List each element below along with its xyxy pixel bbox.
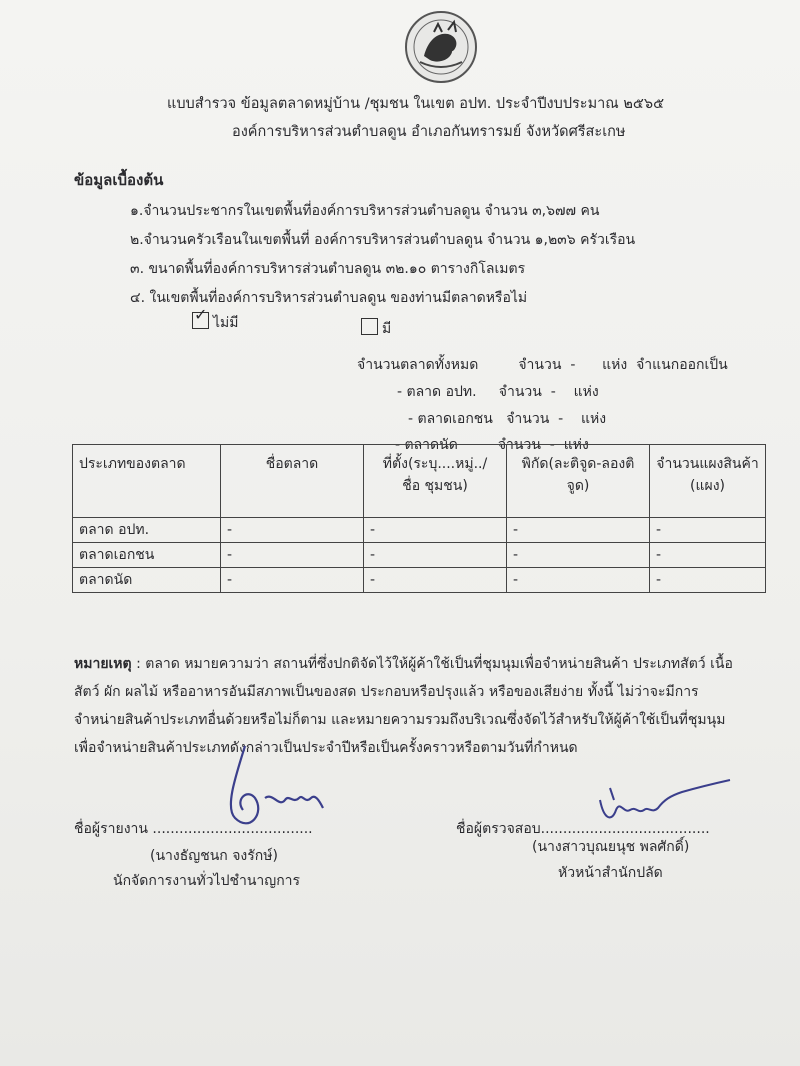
table-cell: - bbox=[364, 518, 507, 543]
table-cell: - bbox=[507, 568, 650, 593]
table-cell: - bbox=[650, 568, 766, 593]
reporter-position: นักจัดการงานทั่วไปชำนาญการ bbox=[113, 873, 301, 889]
column-header: ชื่อตลาด bbox=[221, 445, 364, 518]
table-cell: - bbox=[221, 543, 364, 568]
private-market-count: - ตลาดเอกชน จำนวน - แห่ง bbox=[408, 411, 607, 427]
column-header: ประเภทของตลาด bbox=[73, 445, 221, 518]
reporter-name: (นางธัญชนก จงรักษ์) bbox=[150, 848, 278, 864]
table-cell: ตลาดเอกชน bbox=[73, 543, 221, 568]
section-heading: ข้อมูลเบื้องต้น bbox=[74, 171, 164, 189]
market-table bbox=[72, 444, 766, 593]
inspector-position: หัวหน้าสำนักปลัด bbox=[558, 865, 663, 881]
table-cell: - bbox=[364, 543, 507, 568]
column-header: ที่ตั้ง(ระบุ....หมู่../ ชื่อ ชุมชน) bbox=[364, 445, 507, 518]
inspector-label: ชื่อผู้ตรวจสอบ...................................... bbox=[456, 821, 710, 837]
organization-title: องค์การบริหารส่วนตำบลดูน อำเภอกันทรารมย์ จังหวัดศรีสะเกษ bbox=[232, 124, 626, 140]
table-cell: - bbox=[221, 518, 364, 543]
table-header-row bbox=[73, 445, 766, 518]
market-question-item: ๔. ในเขตพื้นที่องค์การบริหารส่วนตำบลดูน ของท่านมีตลาดหรือไม่ bbox=[130, 290, 528, 306]
households-item: ๒.จำนวนครัวเรือนในเขตพื้นที่ องค์การบริหารส่วนตำบลดูน จำนวน ๑,๒๓๖ ครัวเรือน bbox=[130, 232, 636, 248]
checkbox-empty-icon[interactable] bbox=[361, 318, 378, 335]
note-paragraph bbox=[74, 650, 744, 762]
table-row bbox=[73, 543, 766, 568]
survey-title: แบบสำรวจ ข้อมูลตลาดหมู่บ้าน /ชุมชน ในเขต อปท. ประจำปีงบประมาณ ๒๕๖๕ bbox=[167, 96, 665, 112]
total-markets-line: จำนวนตลาดทั้งหมด จำนวน - แห่ง จำแนกออกเป็น bbox=[357, 357, 728, 373]
reporter-label: ชื่อผู้รายงาน .................................... bbox=[74, 821, 313, 837]
option-yes[interactable] bbox=[361, 318, 391, 340]
table-cell: ตลาดนัด bbox=[73, 568, 221, 593]
table-cell: - bbox=[650, 543, 766, 568]
flea-market-count: - ตลาดนัด จำนวน - แห่ง bbox=[395, 437, 589, 453]
table-row bbox=[73, 568, 766, 593]
option-no-label: ไม่มี bbox=[213, 315, 239, 331]
government-seal-icon bbox=[404, 10, 478, 84]
table-cell: ตลาด อปท. bbox=[73, 518, 221, 543]
column-header: พิกัด(ละติจูด-ลองติ จูด) bbox=[507, 445, 650, 518]
checkbox-checked-icon[interactable]: ✓ bbox=[192, 312, 209, 329]
option-yes-label: มี bbox=[382, 321, 392, 337]
note-text: : ตลาด หมายความว่า สถานที่ซึ่งปกติจัดไว้ให้ผู้ค้าใช้เป็นที่ชุมนุมเพื่อจำหน่ายสินค้า ประเภทสัตว์ เนื้อสัตว์ ผัก ผลไม้ หรืออาหารอันมีสภาพเป็นของสด ประกอบหรือปรุงแล้ว หรือของเสียง่าย ทั้งนี้ ไม่ว่าจะมีการจำหน่ายสินค้าประเภทอื่นด้วยหรือไม่ก็ตาม และหมายความรวมถึงบริเวณซึ่งจัดไว้สำหรับให้ผู้ค้าใช้เป็นที่ชุมนุมเพื่อจำหน่ายสินค้าประเภทดังกล่าวเป็นประจำปีหรือเป็นครั้งคราวหรือตามวันที่กำหนด bbox=[74, 656, 733, 756]
population-item: ๑.จำนวนประชากรในเขตพื้นที่องค์การบริหารส่วนตำบลดูน จำนวน ๓,๖๗๗ คน bbox=[130, 203, 600, 219]
table-cell: - bbox=[221, 568, 364, 593]
option-no[interactable] bbox=[192, 305, 239, 334]
inspector-name: (นางสาวบุณยนุช พลศักดิ์) bbox=[532, 839, 690, 855]
table-cell: - bbox=[507, 518, 650, 543]
table-cell: - bbox=[507, 543, 650, 568]
table-row bbox=[73, 518, 766, 543]
table-cell: - bbox=[364, 568, 507, 593]
area-item: ๓. ขนาดพื้นที่องค์การบริหารส่วนตำบลดูน ๓๒.๑๐ ตารางกิโลเมตร bbox=[130, 261, 526, 277]
note-label: หมายเหตุ bbox=[74, 656, 132, 672]
table-cell: - bbox=[650, 518, 766, 543]
column-header: จำนวนแผงสินค้า (แผง) bbox=[650, 445, 766, 518]
local-market-count: - ตลาด อปท. จำนวน - แห่ง bbox=[397, 384, 599, 400]
